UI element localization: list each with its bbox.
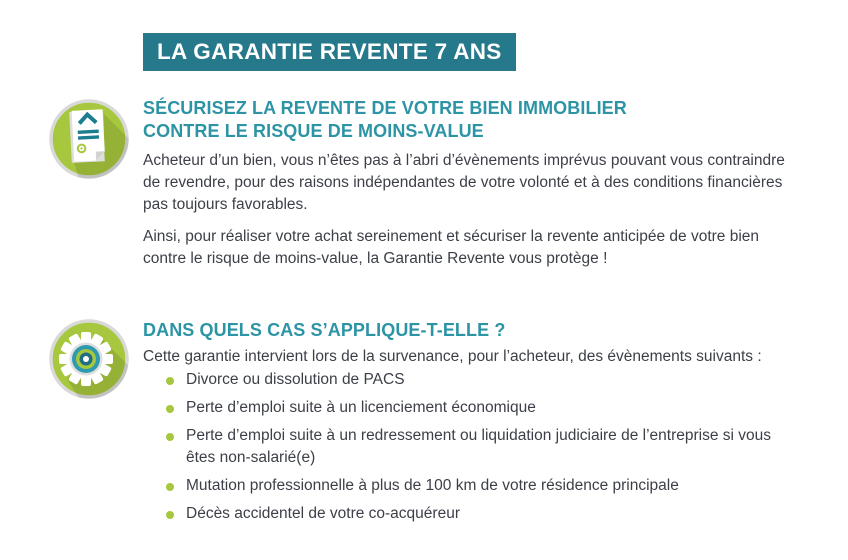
text-line: Acheteur d’un bien, vous n’êtes pas à l’abri d’évènements imprévus pouvant vous contraindre — [143, 152, 785, 169]
bullet-dot — [166, 483, 174, 491]
bullet-dot — [166, 511, 174, 519]
gear-icon — [47, 317, 131, 401]
list-item — [143, 397, 823, 419]
text-line: pas toujours favorables. — [143, 196, 308, 213]
heading-line: DANS QUELS CAS S’APPLIQUE-T-ELLE ? — [143, 320, 506, 340]
title-banner — [143, 33, 516, 71]
document-house-icon — [47, 97, 131, 181]
section-cas-heading — [143, 319, 505, 342]
list-item — [143, 425, 803, 469]
heading-line: CONTRE LE RISQUE DE MOINS-VALUE — [143, 121, 484, 141]
paragraph-ainsi — [143, 226, 759, 270]
list-item-text: Divorce ou dissolution de PACS — [186, 371, 405, 388]
text-line: contre le risque de moins-value, la Garantie Revente vous protège ! — [143, 250, 608, 267]
list-item-text: Perte d’emploi suite à un redressement ou liquidation judiciaire de l’entreprise si vous êtes non-salarié(e) — [186, 427, 772, 466]
bullet-dot — [166, 377, 174, 385]
text-line: Ainsi, pour réaliser votre achat sereinement et sécuriser la revente anticipée de votre bien — [143, 228, 760, 245]
list-item — [143, 369, 823, 391]
list-item — [143, 475, 823, 497]
heading-line: SÉCURISEZ LA REVENTE DE VOTRE BIEN IMMOBILIER — [143, 98, 627, 118]
section-securisez-heading — [143, 97, 627, 143]
list-item-text: Décès accidentel de votre co-acquéreur — [186, 505, 460, 522]
list-item-text: Mutation professionnelle à plus de 100 km de votre résidence principale — [186, 477, 679, 494]
text-line: Cette garantie intervient lors de la survenance, pour l’acheteur, des évènements suivants : — [143, 348, 762, 365]
page-title: LA GARANTIE REVENTE 7 ANS — [157, 39, 502, 64]
text-line: de revendre, pour des raisons indépendantes de votre volonté et à des conditions financières — [143, 174, 783, 191]
list-item — [143, 503, 823, 525]
bullet-dot — [166, 405, 174, 413]
bullet-dot — [166, 433, 174, 441]
paragraph-acheteur — [143, 150, 785, 216]
list-item-text: Perte d’emploi suite à un licenciement économique — [186, 399, 536, 416]
bullet-list — [143, 369, 823, 531]
paragraph-intro — [143, 346, 762, 368]
